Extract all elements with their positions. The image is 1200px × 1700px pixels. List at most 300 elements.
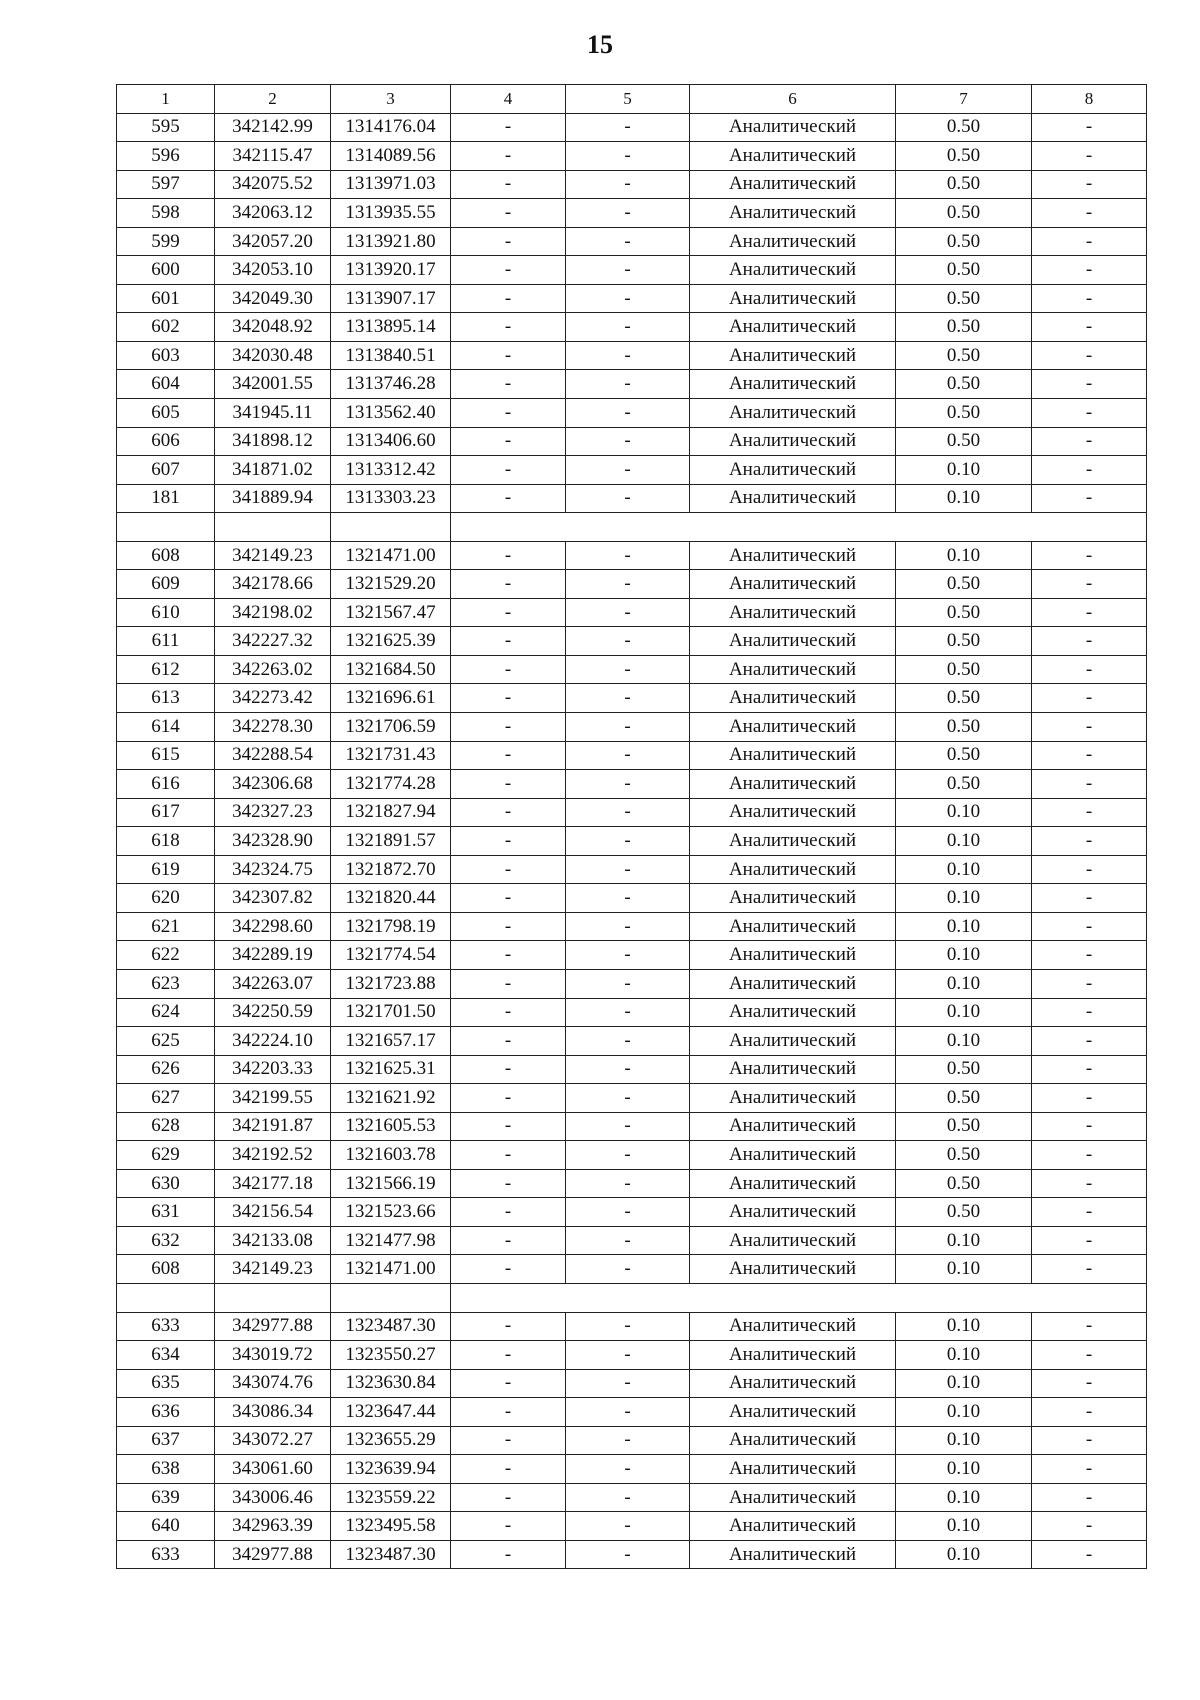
cell-coord-x: 342288.54 [215,741,331,770]
cell-col-5: - [566,341,690,370]
cell-coord-y: 1321891.57 [331,827,451,856]
empty-cell [117,513,215,542]
cell-coord-y: 1323639.94 [331,1455,451,1484]
cell-method: Аналитический [690,1369,896,1398]
cell-coord-y: 1321872.70 [331,855,451,884]
cell-coord-x: 342250.59 [215,998,331,1027]
column-header: 5 [566,85,690,114]
cell-method: Аналитический [690,456,896,485]
cell-col-8: - [1032,598,1147,627]
cell-point-number: 615 [117,741,215,770]
cell-point-number: 604 [117,370,215,399]
cell-col-4: - [451,941,566,970]
empty-cell [896,1283,1032,1312]
cell-coord-y: 1321625.39 [331,627,451,656]
cell-col-5: - [566,484,690,513]
cell-method: Аналитический [690,855,896,884]
cell-accuracy: 0.50 [896,113,1032,142]
cell-point-number: 637 [117,1426,215,1455]
cell-col-4: - [451,1141,566,1170]
cell-col-4: - [451,1540,566,1569]
cell-col-4: - [451,798,566,827]
cell-col-8: - [1032,684,1147,713]
table-row [117,1455,1147,1484]
cell-point-number: 636 [117,1398,215,1427]
cell-point-number: 632 [117,1226,215,1255]
cell-col-5: - [566,912,690,941]
table-row [117,199,1147,228]
table-row [117,227,1147,256]
cell-coord-y: 1321657.17 [331,1027,451,1056]
column-header: 4 [451,85,566,114]
cell-coord-y: 1323655.29 [331,1426,451,1455]
cell-col-5: - [566,884,690,913]
cell-point-number: 606 [117,427,215,456]
cell-col-8: - [1032,941,1147,970]
table-row [117,1226,1147,1255]
cell-col-4: - [451,770,566,799]
cell-col-5: - [566,1369,690,1398]
cell-accuracy: 0.10 [896,456,1032,485]
cell-point-number: 640 [117,1512,215,1541]
table-row [117,399,1147,428]
table-row [117,770,1147,799]
cell-col-8: - [1032,1312,1147,1341]
cell-coord-y: 1314176.04 [331,113,451,142]
cell-col-8: - [1032,855,1147,884]
cell-method: Аналитический [690,1198,896,1227]
cell-col-8: - [1032,827,1147,856]
table-row [117,427,1147,456]
cell-point-number: 596 [117,142,215,171]
cell-col-5: - [566,1455,690,1484]
table-row [117,598,1147,627]
cell-accuracy: 0.50 [896,684,1032,713]
cell-col-8: - [1032,1455,1147,1484]
cell-col-4: - [451,199,566,228]
cell-col-8: - [1032,798,1147,827]
cell-accuracy: 0.50 [896,713,1032,742]
cell-col-8: - [1032,1369,1147,1398]
cell-coord-x: 343074.76 [215,1369,331,1398]
cell-accuracy: 0.50 [896,227,1032,256]
cell-coord-y: 1313746.28 [331,370,451,399]
empty-cell [451,1283,566,1312]
cell-col-5: - [566,855,690,884]
cell-method: Аналитический [690,627,896,656]
cell-method: Аналитический [690,1169,896,1198]
table-row [117,855,1147,884]
cell-col-5: - [566,284,690,313]
cell-col-8: - [1032,912,1147,941]
empty-cell [117,1283,215,1312]
cell-method: Аналитический [690,1255,896,1284]
cell-coord-y: 1321605.53 [331,1112,451,1141]
cell-col-5: - [566,1027,690,1056]
cell-col-4: - [451,1483,566,1512]
cell-col-8: - [1032,370,1147,399]
cell-accuracy: 0.50 [896,313,1032,342]
cell-method: Аналитический [690,884,896,913]
cell-coord-y: 1313312.42 [331,456,451,485]
table-row [117,541,1147,570]
cell-col-8: - [1032,1255,1147,1284]
cell-col-5: - [566,1055,690,1084]
cell-col-8: - [1032,1512,1147,1541]
cell-coord-x: 342324.75 [215,855,331,884]
cell-col-4: - [451,113,566,142]
cell-accuracy: 0.50 [896,142,1032,171]
cell-coord-y: 1321523.66 [331,1198,451,1227]
cell-method: Аналитический [690,1426,896,1455]
cell-col-5: - [566,1540,690,1569]
cell-col-4: - [451,912,566,941]
cell-coord-y: 1321774.28 [331,770,451,799]
cell-col-5: - [566,1141,690,1170]
cell-method: Аналитический [690,1455,896,1484]
cell-method: Аналитический [690,713,896,742]
cell-col-4: - [451,1112,566,1141]
cell-point-number: 638 [117,1455,215,1484]
cell-col-4: - [451,456,566,485]
cell-method: Аналитический [690,1512,896,1541]
cell-coord-y: 1321625.31 [331,1055,451,1084]
cell-col-8: - [1032,713,1147,742]
cell-coord-x: 341871.02 [215,456,331,485]
cell-method: Аналитический [690,284,896,313]
cell-col-5: - [566,399,690,428]
cell-coord-x: 341889.94 [215,484,331,513]
cell-coord-x: 342963.39 [215,1512,331,1541]
cell-col-4: - [451,998,566,1027]
cell-coord-x: 343061.60 [215,1455,331,1484]
cell-col-8: - [1032,199,1147,228]
cell-col-8: - [1032,1112,1147,1141]
cell-col-5: - [566,1512,690,1541]
cell-coord-y: 1314089.56 [331,142,451,171]
cell-col-5: - [566,1255,690,1284]
cell-coord-y: 1323487.30 [331,1312,451,1341]
cell-col-8: - [1032,627,1147,656]
cell-accuracy: 0.10 [896,484,1032,513]
cell-accuracy: 0.50 [896,256,1032,285]
cell-point-number: 620 [117,884,215,913]
cell-accuracy: 0.10 [896,1226,1032,1255]
cell-col-5: - [566,427,690,456]
cell-col-5: - [566,570,690,599]
cell-coord-x: 342199.55 [215,1084,331,1113]
cell-coord-x: 342063.12 [215,199,331,228]
cell-coord-y: 1321774.54 [331,941,451,970]
table-row [117,256,1147,285]
cell-accuracy: 0.10 [896,941,1032,970]
cell-accuracy: 0.10 [896,912,1032,941]
cell-point-number: 599 [117,227,215,256]
cell-accuracy: 0.10 [896,827,1032,856]
cell-point-number: 608 [117,1255,215,1284]
cell-col-5: - [566,256,690,285]
cell-col-5: - [566,798,690,827]
cell-coord-x: 343072.27 [215,1426,331,1455]
cell-col-5: - [566,1341,690,1370]
cell-col-5: - [566,598,690,627]
cell-method: Аналитический [690,684,896,713]
cell-method: Аналитический [690,484,896,513]
cell-col-4: - [451,1426,566,1455]
page-number: 15 [587,30,613,59]
cell-coord-y: 1321820.44 [331,884,451,913]
cell-coord-x: 342133.08 [215,1226,331,1255]
empty-cell [215,1283,331,1312]
table-row [117,370,1147,399]
cell-point-number: 631 [117,1198,215,1227]
cell-coord-y: 1321603.78 [331,1141,451,1170]
cell-coord-x: 342327.23 [215,798,331,827]
cell-coord-y: 1323647.44 [331,1398,451,1427]
cell-accuracy: 0.10 [896,541,1032,570]
cell-method: Аналитический [690,1084,896,1113]
cell-col-5: - [566,1398,690,1427]
table-row [117,884,1147,913]
cell-point-number: 597 [117,170,215,199]
cell-coord-x: 342263.07 [215,969,331,998]
cell-col-4: - [451,1198,566,1227]
cell-accuracy: 0.50 [896,741,1032,770]
cell-accuracy: 0.50 [896,399,1032,428]
cell-coord-x: 342149.23 [215,1255,331,1284]
cell-method: Аналитический [690,598,896,627]
cell-coord-x: 342075.52 [215,170,331,199]
cell-accuracy: 0.10 [896,1455,1032,1484]
cell-method: Аналитический [690,1027,896,1056]
table-row [117,1540,1147,1569]
cell-coord-x: 342307.82 [215,884,331,913]
table-row [117,1512,1147,1541]
cell-coord-y: 1323495.58 [331,1512,451,1541]
cell-accuracy: 0.50 [896,598,1032,627]
cell-accuracy: 0.10 [896,798,1032,827]
cell-col-4: - [451,1369,566,1398]
cell-coord-x: 342048.92 [215,313,331,342]
cell-col-4: - [451,855,566,884]
cell-method: Аналитический [690,655,896,684]
cell-coord-y: 1321567.47 [331,598,451,627]
cell-coord-y: 1321471.00 [331,1255,451,1284]
cell-method: Аналитический [690,199,896,228]
cell-coord-x: 342977.88 [215,1312,331,1341]
cell-coord-y: 1323559.22 [331,1483,451,1512]
cell-method: Аналитический [690,113,896,142]
cell-col-4: - [451,284,566,313]
cell-point-number: 595 [117,113,215,142]
cell-point-number: 628 [117,1112,215,1141]
empty-cell [331,1283,451,1312]
column-header: 1 [117,85,215,114]
cell-col-5: - [566,456,690,485]
cell-col-5: - [566,113,690,142]
cell-col-8: - [1032,1169,1147,1198]
cell-point-number: 601 [117,284,215,313]
cell-coord-y: 1321731.43 [331,741,451,770]
cell-coord-x: 342298.60 [215,912,331,941]
cell-point-number: 614 [117,713,215,742]
cell-col-5: - [566,313,690,342]
cell-coord-x: 341898.12 [215,427,331,456]
cell-accuracy: 0.10 [896,1426,1032,1455]
cell-method: Аналитический [690,1055,896,1084]
cell-accuracy: 0.10 [896,1483,1032,1512]
cell-col-4: - [451,655,566,684]
cell-coord-x: 342177.18 [215,1169,331,1198]
table-row [117,655,1147,684]
cell-col-4: - [451,1512,566,1541]
cell-coord-y: 1321621.92 [331,1084,451,1113]
cell-method: Аналитический [690,827,896,856]
column-header: 2 [215,85,331,114]
cell-col-4: - [451,570,566,599]
empty-cell [896,513,1032,542]
cell-accuracy: 0.10 [896,1512,1032,1541]
cell-coord-x: 342049.30 [215,284,331,313]
cell-col-8: - [1032,427,1147,456]
cell-method: Аналитический [690,1341,896,1370]
cell-col-8: - [1032,741,1147,770]
cell-point-number: 598 [117,199,215,228]
cell-method: Аналитический [690,1398,896,1427]
table-row [117,1055,1147,1084]
cell-col-8: - [1032,1198,1147,1227]
empty-cell [331,513,451,542]
cell-col-4: - [451,598,566,627]
cell-method: Аналитический [690,370,896,399]
cell-coord-y: 1313303.23 [331,484,451,513]
cell-coord-x: 342142.99 [215,113,331,142]
table-row [117,713,1147,742]
table-row [117,1084,1147,1113]
cell-coord-x: 342030.48 [215,341,331,370]
cell-col-4: - [451,684,566,713]
cell-method: Аналитический [690,941,896,970]
cell-accuracy: 0.50 [896,627,1032,656]
cell-coord-y: 1313971.03 [331,170,451,199]
table-row [117,1369,1147,1398]
cell-col-8: - [1032,884,1147,913]
cell-method: Аналитический [690,570,896,599]
table-row [117,113,1147,142]
cell-col-5: - [566,142,690,171]
table-row [117,1483,1147,1512]
cell-coord-y: 1313921.80 [331,227,451,256]
cell-col-8: - [1032,655,1147,684]
cell-col-4: - [451,142,566,171]
cell-point-number: 605 [117,399,215,428]
cell-accuracy: 0.10 [896,969,1032,998]
table-row [117,941,1147,970]
cell-coord-x: 342273.42 [215,684,331,713]
table-row [117,827,1147,856]
cell-accuracy: 0.50 [896,655,1032,684]
cell-col-4: - [451,427,566,456]
cell-col-8: - [1032,170,1147,199]
cell-col-8: - [1032,313,1147,342]
cell-col-4: - [451,1027,566,1056]
table-row [117,684,1147,713]
table-row [117,484,1147,513]
cell-point-number: 621 [117,912,215,941]
cell-accuracy: 0.50 [896,199,1032,228]
empty-cell [566,513,690,542]
cell-col-8: - [1032,484,1147,513]
cell-col-5: - [566,1483,690,1512]
cell-coord-x: 342191.87 [215,1112,331,1141]
table-row [117,456,1147,485]
cell-accuracy: 0.10 [896,1341,1032,1370]
cell-col-4: - [451,1055,566,1084]
cell-col-5: - [566,684,690,713]
cell-point-number: 623 [117,969,215,998]
table-row [117,1255,1147,1284]
cell-col-8: - [1032,456,1147,485]
cell-accuracy: 0.10 [896,1540,1032,1569]
cell-point-number: 635 [117,1369,215,1398]
cell-col-5: - [566,1312,690,1341]
cell-col-5: - [566,969,690,998]
cell-col-8: - [1032,341,1147,370]
cell-accuracy: 0.50 [896,427,1032,456]
cell-col-5: - [566,1084,690,1113]
table-row [117,1198,1147,1227]
cell-point-number: 622 [117,941,215,970]
cell-col-4: - [451,741,566,770]
table-row [117,1169,1147,1198]
cell-coord-y: 1313406.60 [331,427,451,456]
cell-col-5: - [566,1198,690,1227]
cell-coord-x: 342057.20 [215,227,331,256]
cell-accuracy: 0.50 [896,1141,1032,1170]
cell-col-4: - [451,1455,566,1484]
cell-coord-y: 1321701.50 [331,998,451,1027]
cell-col-4: - [451,1226,566,1255]
table-header-row [117,85,1147,114]
table-row [117,1398,1147,1427]
cell-accuracy: 0.10 [896,1255,1032,1284]
table-row [117,1141,1147,1170]
cell-col-4: - [451,370,566,399]
cell-point-number: 618 [117,827,215,856]
cell-point-number: 612 [117,655,215,684]
cell-coord-y: 1321827.94 [331,798,451,827]
empty-cell [566,1283,690,1312]
cell-col-5: - [566,541,690,570]
cell-col-8: - [1032,1540,1147,1569]
cell-method: Аналитический [690,341,896,370]
cell-col-5: - [566,655,690,684]
cell-point-number: 617 [117,798,215,827]
cell-col-8: - [1032,1141,1147,1170]
cell-method: Аналитический [690,1141,896,1170]
cell-point-number: 608 [117,541,215,570]
table-row [117,341,1147,370]
cell-accuracy: 0.10 [896,1369,1032,1398]
cell-coord-x: 342224.10 [215,1027,331,1056]
cell-col-8: - [1032,770,1147,799]
table-row [117,969,1147,998]
cell-coord-x: 343086.34 [215,1398,331,1427]
cell-method: Аналитический [690,798,896,827]
cell-coord-y: 1321529.20 [331,570,451,599]
cell-point-number: 602 [117,313,215,342]
cell-coord-x: 342203.33 [215,1055,331,1084]
